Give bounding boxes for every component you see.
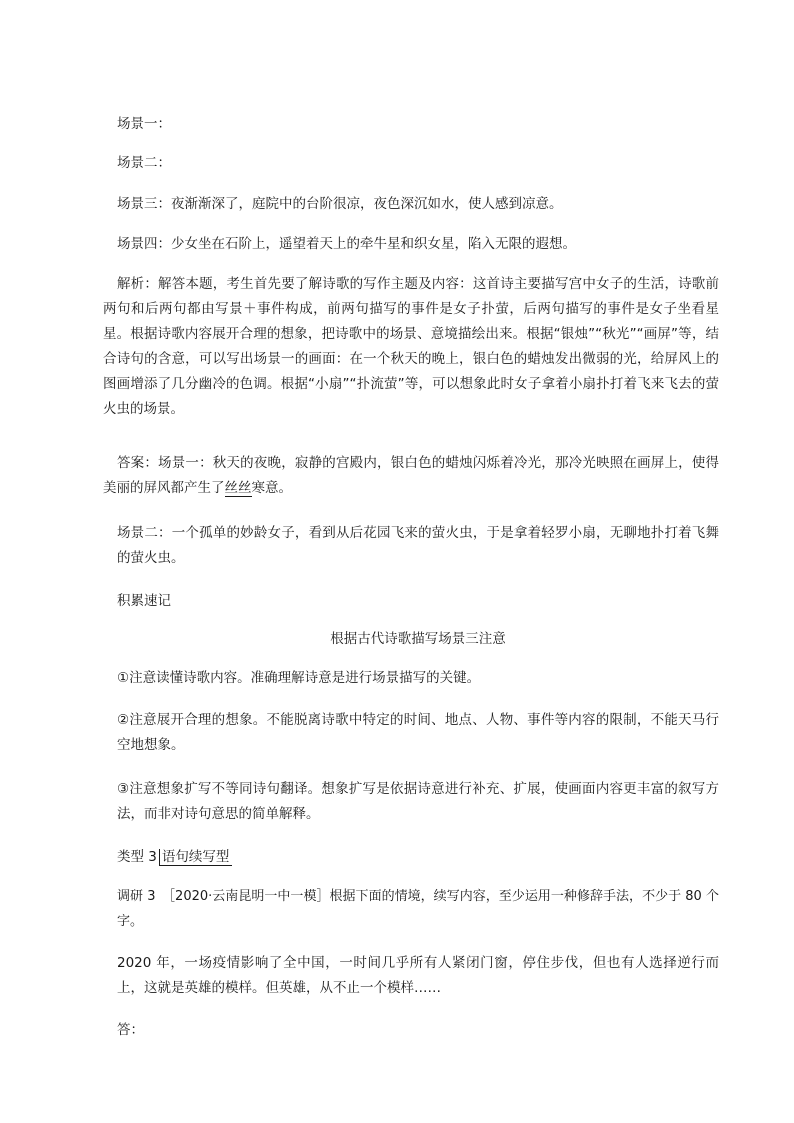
- note-item-2: ②注意展开合理的想象。不能脱离诗歌中特定的时间、地点、人物、事件等内容的限制，不能天马行空地想象。: [117, 712, 719, 753]
- answer-label: 答：: [117, 1022, 144, 1038]
- answer-emphasis: 丝丝: [224, 480, 252, 496]
- context-paragraph: 2020 年，一场疫情影响了全中国，一时间几乎所有人紧闭门窗，停住步伐，但也有人选择逆行而上，这就是英雄的模样。但英雄，从不止一个模样……: [117, 955, 719, 996]
- answer-text-prefix: 答案：场景一：秋天的夜晚，寂静的宫殿内，银白色的蜡烛闪烁着冷光，那冷光映照在画屏上，使得美丽的屏风都产生了: [103, 455, 719, 496]
- research-question: 调研 3 ［2020·云南昆明一中一模］根据下面的情境，续写内容，至少运用一种修辞手法，不少于 80 个字。: [117, 889, 719, 929]
- type-prefix: 类型 3: [117, 849, 157, 865]
- answer-text-suffix: 寒意。: [251, 480, 292, 496]
- scene4-text: 场景四：少女坐在石阶上，遥望着天上的牵牛星和织女星，陷入无限的遐想。: [117, 236, 576, 252]
- type-boxed-label: 语句续写型: [159, 849, 233, 866]
- scene1-label: 场景一：: [117, 116, 171, 132]
- answer-paragraph: [103, 451, 719, 501]
- notes-heading: 积累速记: [117, 593, 171, 609]
- note-item-3: ③注意想象扩写不等同诗句翻译。想象扩写是依据诗意进行补充、扩展，使画面内容更丰富的叙写方法，而非对诗句意思的简单解释。: [117, 781, 719, 822]
- note-item-1: ①注意读懂诗歌内容。准确理解诗意是进行场景描写的关键。: [117, 670, 481, 686]
- analysis-paragraph: 解析：解答本题，考生首先要了解诗歌的写作主题及内容：这首诗主要描写宫中女子的生活，诗歌前两句和后两句都由写景＋事件构成，前两句描写的事件是女子扑萤，后两句描写的事件是女子坐看星星。根据诗歌内容展开合理的想象，把诗歌中的场景、意境描绘出来。根据“银烛”“秋光”“画屏”等，结合诗句的含意，可以写出场景一的画面：在一个秋天的晚上，银白色的蜡烛发出微弱的光，给屏风上的图画增添了几分幽冷的色调。根据“小扇”“扑流萤”等，可以想象此时女子拿着小扇扑打着飞来飞去的萤火虫的场景。: [103, 276, 719, 417]
- type-heading: [117, 845, 232, 870]
- scene2-label: 场景二：: [117, 155, 171, 171]
- answer-scene2: 场景二：一个孤单的妙龄女子，看到从后花园飞来的萤火虫，于是拿着轻罗小扇，无聊地扑打着飞舞的萤火虫。: [117, 525, 719, 566]
- notes-title: 根据古代诗歌描写场景三注意: [330, 631, 506, 647]
- scene3-text: 场景三：夜渐渐深了，庭院中的台阶很凉，夜色深沉如水，使人感到凉意。: [117, 196, 563, 212]
